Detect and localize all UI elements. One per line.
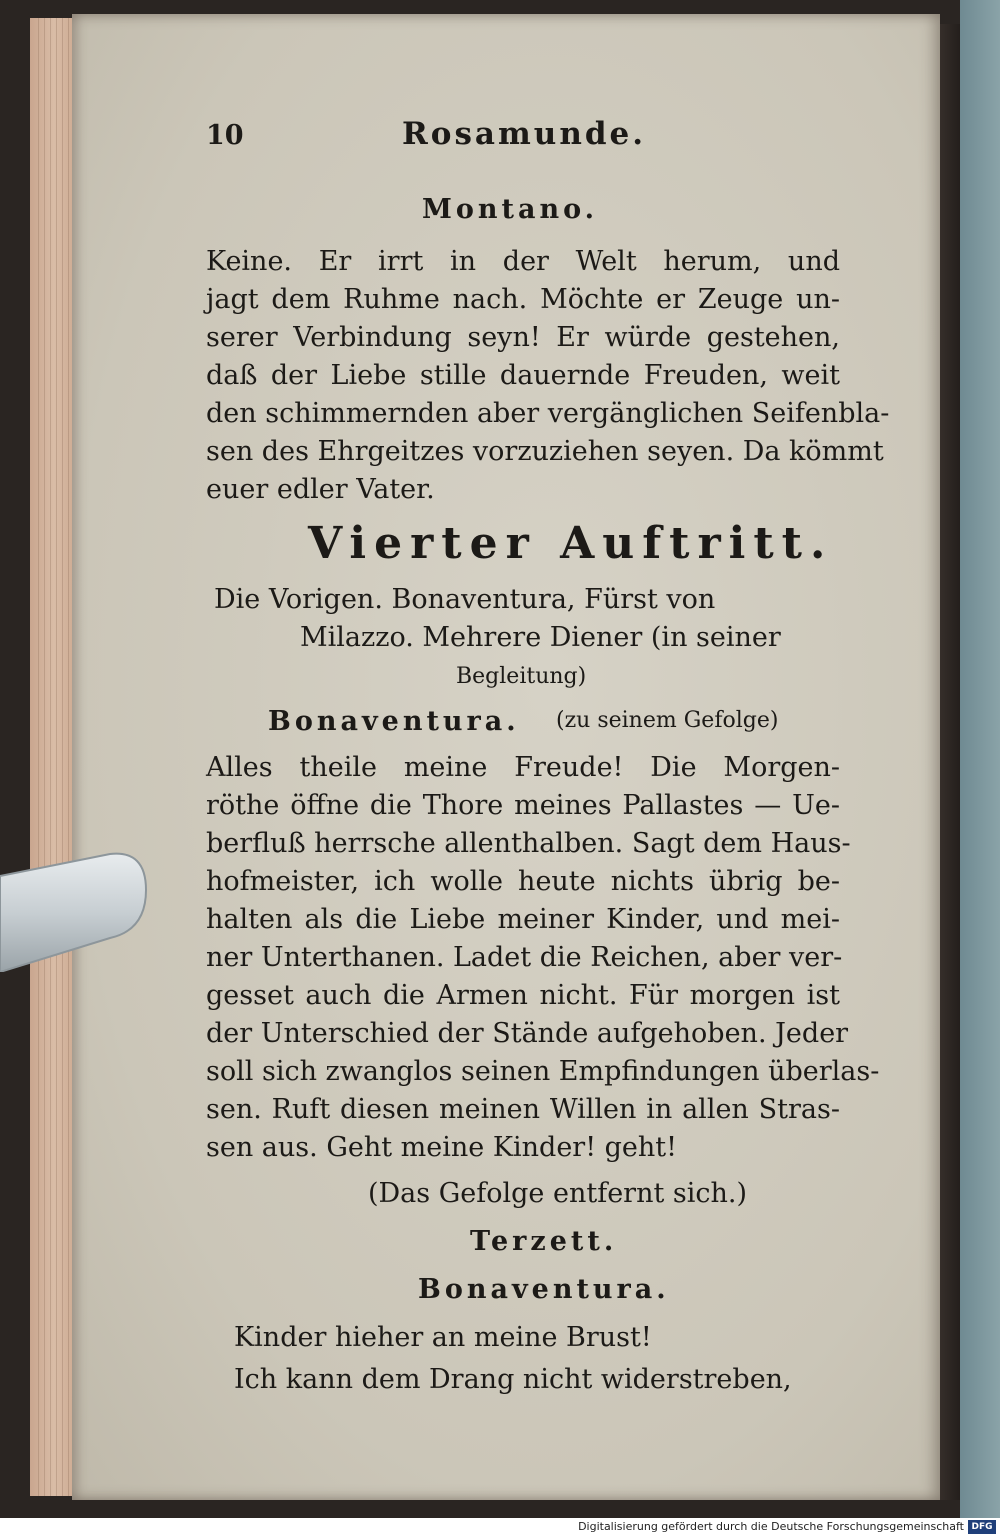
montano-line-4: daß der Liebe stille dauernde Freuden, weit xyxy=(206,360,840,391)
running-title: Rosamunde. xyxy=(402,116,647,152)
stage-direction-line-1: Die Vorigen. Bonaventura, Fürst von xyxy=(214,584,716,615)
stage-direction-line-3: Begleitung) xyxy=(456,664,587,689)
montano-line-5: den schimmernden aber vergänglichen Seifenbla- xyxy=(206,398,890,429)
bonaventura-line-6: ner Unterthanen. Ladet die Reichen, aber ver- xyxy=(206,942,843,973)
aside-direction: (zu seinem Gefolge) xyxy=(556,708,779,733)
terzett-speaker: Bonaventura. xyxy=(418,1274,670,1305)
bonaventura-line-4: hofmeister, ich wolle heute nichts übrig be- xyxy=(206,866,840,897)
exit-direction: (Das Gefolge entfernt sich.) xyxy=(368,1178,748,1209)
page-clip xyxy=(0,850,150,972)
bonaventura-line-8: der Unterschied der Stände aufgehoben. Jeder xyxy=(206,1018,849,1049)
terzett-heading: Terzett. xyxy=(470,1226,618,1257)
montano-line-6: sen des Ehrgeitzes vorzuziehen seyen. Da kömmt xyxy=(206,436,884,467)
verse-line-2: Ich kann dem Drang nicht widerstreben, xyxy=(234,1364,792,1395)
bonaventura-line-5: halten als die Liebe meiner Kinder, und mei- xyxy=(206,904,840,935)
scan-background xyxy=(960,0,1000,1518)
montano-line-1: Keine. Er irrt in der Welt herum, und xyxy=(206,246,840,277)
bonaventura-line-11: sen aus. Geht meine Kinder! geht! xyxy=(206,1132,677,1163)
speaker-montano: Montano. xyxy=(422,194,599,225)
bonaventura-line-2: röthe öffne die Thore meines Pallastes — Ue- xyxy=(206,790,840,821)
bonaventura-line-9: soll sich zwanglos seinen Empfindungen überlas- xyxy=(206,1056,880,1087)
bonaventura-line-3: berfluß herrsche allenthalben. Sagt dem Haus- xyxy=(206,828,851,859)
montano-line-2: jagt dem Ruhme nach. Möchte er Zeuge un- xyxy=(206,284,840,315)
stage-direction-line-2: Milazzo. Mehrere Diener (in seiner xyxy=(300,622,781,653)
footer-bar xyxy=(0,1518,1000,1538)
verse-line-1: Kinder hieher an meine Brust! xyxy=(234,1322,652,1353)
dfg-logo: DFG xyxy=(968,1520,996,1534)
scene-heading: Vierter Auftritt. xyxy=(308,518,834,569)
montano-line-3: serer Verbindung seyn! Er würde gestehen, xyxy=(206,322,840,353)
bonaventura-line-7: gesset auch die Armen nicht. Für morgen ist xyxy=(206,980,840,1011)
bonaventura-line-1: Alles theile meine Freude! Die Morgen- xyxy=(206,752,840,783)
bonaventura-line-10: sen. Ruft diesen meinen Willen in allen Stras- xyxy=(206,1094,840,1125)
footer-credit: Digitalisierung gefördert durch die Deutsche Forschungsgemeinschaft xyxy=(578,1520,964,1533)
page-number: 10 xyxy=(206,120,244,151)
speaker-bonaventura: Bonaventura. xyxy=(268,706,520,737)
montano-line-7: euer edler Vater. xyxy=(206,474,435,505)
